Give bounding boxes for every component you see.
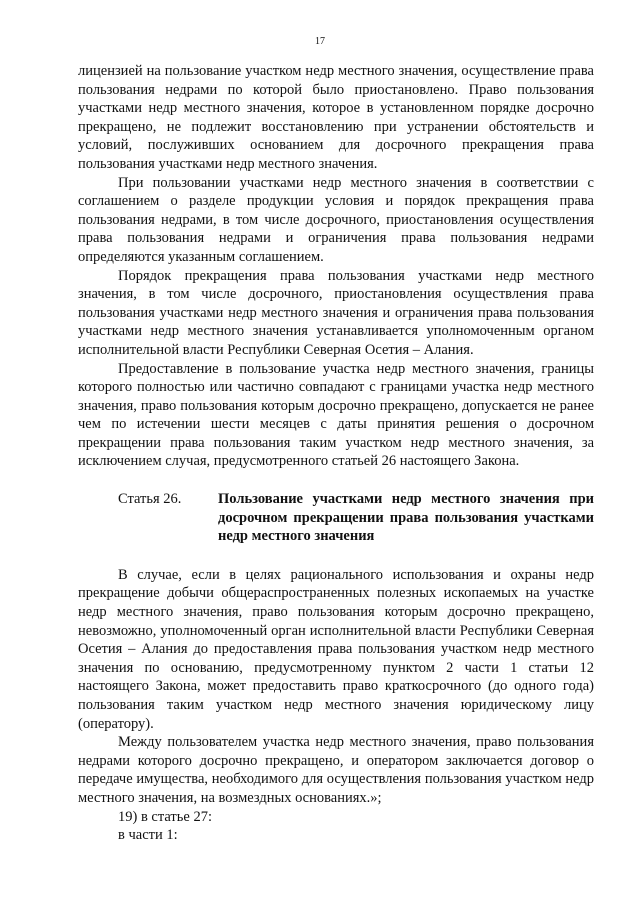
paragraph: Предоставление в пользование участка недр местного значения, границы которого полностью или частично совпадают с границами участка недр местного значения, право пользования которым досрочно прекращено, допускается не ранее чем по истечении шести месяцев с даты принятия решения о досрочном прекращении права пользования таким участком недр местного значения, за исключением случая, предусмотренного статьей 26 настоящего Закона. [78, 360, 594, 470]
article-title: Пользование участками недр местного значения при досрочном прекращении права пользования участками недр местного значения [218, 491, 594, 545]
paragraph: Порядок прекращения права пользования участками недр местного значения, в том числе досрочного, приостановления осуществления права пользования участками недр местного значения и ограничения права пользования участками недр местного значения устанавливается уполномоченным органом исполнительной власти Республики Северная Осетия – Алания. [78, 267, 594, 358]
article-heading [78, 490, 594, 546]
list-item: в части 1: [118, 827, 178, 844]
list-item: 19) в статье 27: [118, 808, 212, 825]
paragraph: В случае, если в целях рационального использования и охраны недр прекращение добычи общераспространенных полезных ископаемых на участке недр местного значения, право пользования которым досрочно прекращено, невозможно, уполномоченный орган исполнительной власти Республики Северная Осетия – Алания до предоставления права пользования участком недр местного значения по основанию, предусмотренному пунктом 2 части 1 статьи 12 настоящего Закона, может предоставить право краткосрочного (до одного года) пользования таким участком недр местного значения юридическому лицу (оператору). [78, 566, 594, 732]
document-body [78, 62, 594, 845]
paragraph-continuation: лицензией на пользование участком недр местного значения, осуществление права пользования недрами по которой было приостановлено. Право пользования участками недр местного значения, которое в установленном порядке досрочно прекращено, не подлежит восстановлению при устранении обстоятельств и условий, послуживших основанием для досрочного прекращения права пользования участками недр местного значения. [78, 63, 594, 172]
paragraph: Между пользователем участка недр местного значения, право пользования недрами которого досрочно прекращено, и оператором заключается договор о передаче имущества, необходимого для осуществления пользования участком недр местного значения, на возмездных основаниях.»; [78, 734, 594, 806]
page-number: 17 [315, 36, 325, 47]
article-label: Статья 26. [118, 491, 182, 508]
paragraph: При пользовании участками недр местного значения в соответствии с соглашением о разделе продукции условия и порядок прекращения права пользования недрами, в том числе досрочного, приостановления осуществления права пользования недрами и ограничения права пользования недрами определяются указанным соглашением. [78, 174, 594, 265]
